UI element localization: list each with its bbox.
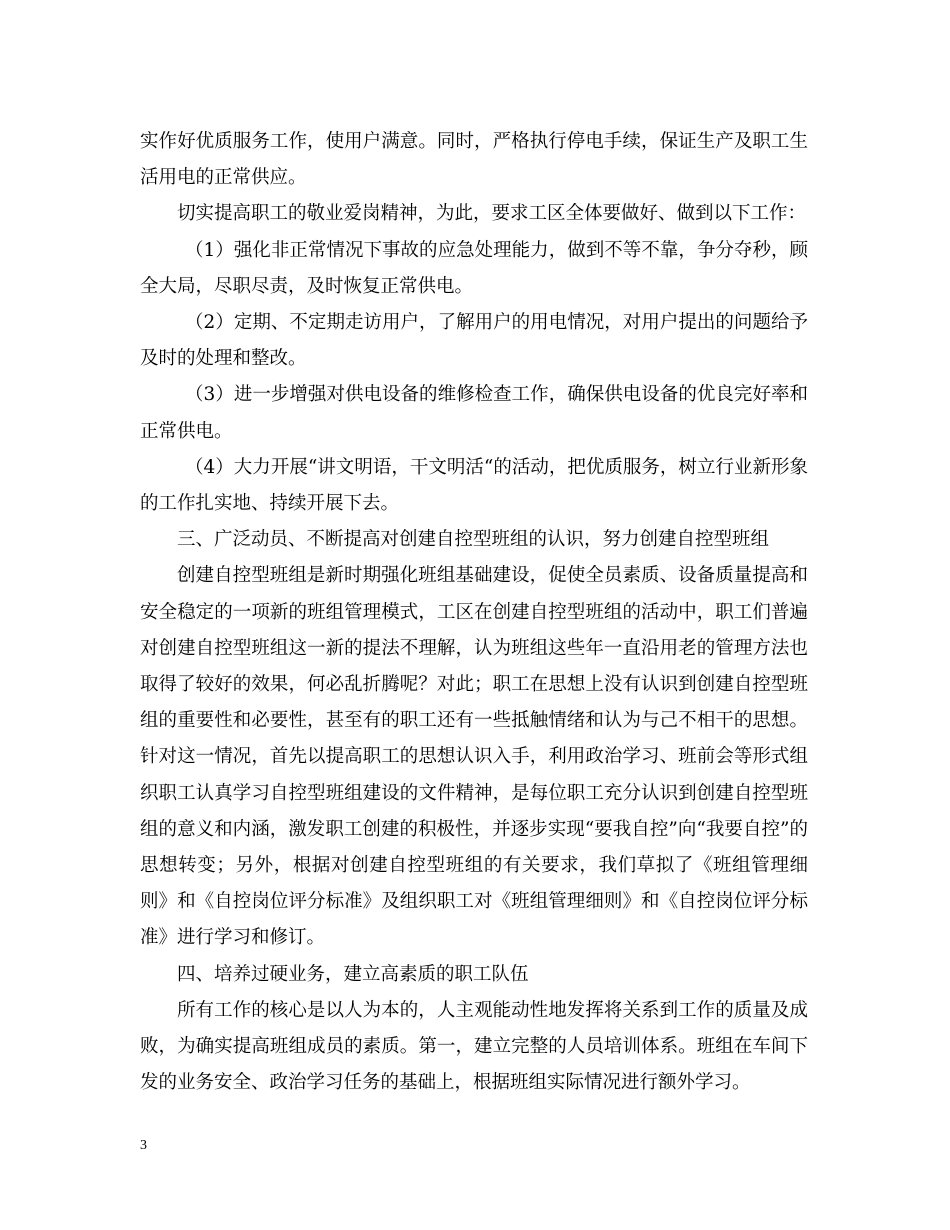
list-item-3: （3）进一步增强对供电设备的维修检查工作，确保供电设备的优良完好率和正常供电。 xyxy=(140,384,808,442)
section-heading-4: 四、培养过硬业务，建立高素质的职工队伍 xyxy=(177,963,529,985)
paragraph-section-4-body: 所有工作的核心是以人为本的，人主观能动性地发挥将关系到工作的质量及成败，为确实提高班组成员的素质。第一，建立完整的人员培训体系。班组在车间下发的业务安全、政治学习任务的基础上，根据班组实际情况进行额外学习。 xyxy=(140,999,808,1094)
document-body xyxy=(140,124,808,1101)
list-item-4: （4）大力开展“讲文明语，干文明活“的活动，把优质服务，树立行业新形象的工作扎实地、持续开展下去。 xyxy=(140,456,808,515)
paragraph-intro: 切实提高职工的敬业爱岗精神，为此，要求工区全体要做好、做到以下工作： xyxy=(177,203,807,225)
paragraph-continuation: 实作好优质服务工作，使用户满意。同时，严格执行停电手续，保证生产及职工生活用电的正常供应。 xyxy=(140,131,808,189)
page-number: 3 xyxy=(140,1138,147,1153)
paragraph-section-3-body: 创建自控型班组是新时期强化班组基础建设，促使全员素质、设备质量提高和安全稳定的一项新的班组管理模式，工区在创建自控型班组的活动中，职工们普遍对创建自控型班组这一新的提法不理解，认为班组这些年一直沿用老的管理方法也取得了较好的效果，何必乱折腾呢？对此；职工在思想上没有认识到创建自控型班组的重要性和必要性，甚至有的职工还有一些抵触情绪和认为与己不相干的思想。针对这一情况，首先以提高职工的思想认识入手，利用政治学习、班前会等形式组织职工认真学习自控型班组建设的文件精神，是每位职工充分认识到创建自控型班组的意义和内涵，激发职工创建的积极性，并逐步实现“要我自控”向“我要自控”的思想转变；另外，根据对创建自控型班组的有关要求，我们草拟了《班组管理细则》和《自控岗位评分标准》及组织职工对《班组管理细则》和《自控岗位评分标准》进行学习和修订。 xyxy=(140,565,808,949)
list-item-2: （2）定期、不定期走访用户，了解用户的用电情况，对用户提出的问题给予及时的处理和整改。 xyxy=(140,312,808,370)
section-heading-3: 三、广泛动员、不断提高对创建自控型班组的认识，努力创建自控型班组 xyxy=(177,529,770,551)
list-item-1: （1）强化非正常情况下事故的应急处理能力，做到不等不靠，争分夺秒，顾全大局，尽职尽责，及时恢复正常供电。 xyxy=(140,239,808,297)
